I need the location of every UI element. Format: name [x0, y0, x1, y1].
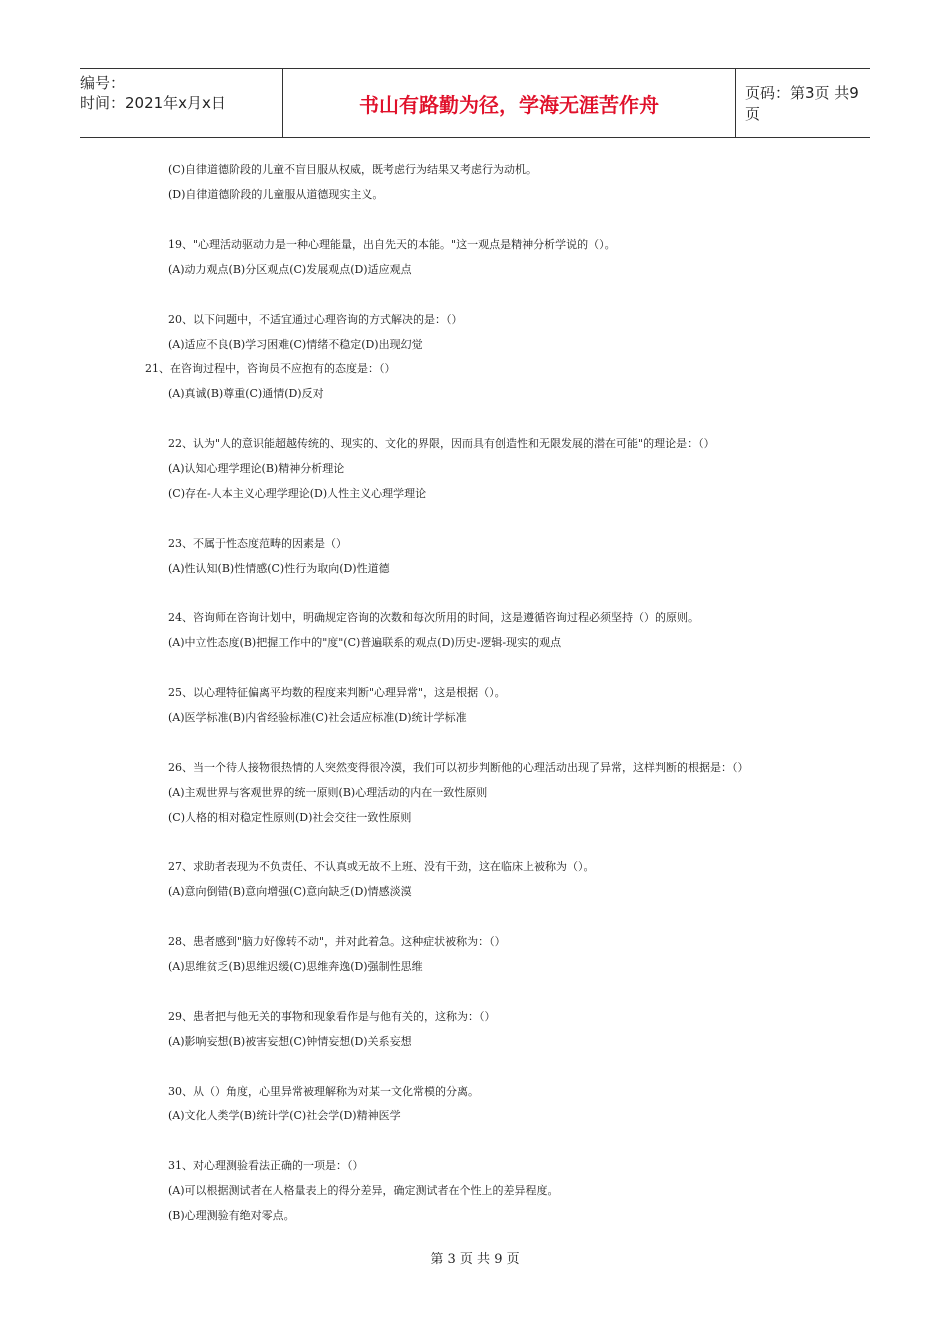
page-header [80, 68, 870, 138]
question-text: 30、从（）角度，心里异常被理解称为对某一文化常模的分离。 [168, 1085, 479, 1098]
answer-options: (A)主观世界与客观世界的统一原则(B)心理活动的内在一致性原则 [168, 786, 488, 799]
answer-options: (A)性认知(B)性情感(C)性行为取向(D)性道德 [168, 562, 390, 575]
text-line: (C)自律道德阶段的儿童不盲目服从权威，既考虑行为结果又考虑行为动机。 [168, 163, 537, 176]
question-text: 31、对心理测验看法正确的一项是：（） [168, 1159, 364, 1172]
header-meta [80, 69, 282, 141]
question-text: 27、求助者表现为不负责任、不认真或无故不上班、没有干劲，这在临床上被称为（）。 [168, 860, 595, 873]
answer-options: (A)真诚(B)尊重(C)通情(D)反对 [168, 387, 324, 400]
question-text: 22、认为"人的意识能超越传统的、现实的、文化的界限，因而具有创造性和无限发展的潜在可能"的理论是：（） [168, 437, 715, 450]
answer-options: (A)中立性态度(B)把握工作中的"度"(C)普遍联系的观点(D)历史-逻辑-现实的观点 [168, 636, 562, 649]
question-text: 29、患者把与他无关的事物和现象看作是与他有关的，这称为：（） [168, 1010, 496, 1023]
text-line: (D)自律道德阶段的儿童服从道德现实主义。 [168, 188, 384, 201]
answer-options: (A)影响妄想(B)被害妄想(C)钟情妄想(D)关系妄想 [168, 1035, 412, 1048]
question-text: 28、患者感到"脑力好像转不动"，并对此着急。这种症状被称为：（） [168, 935, 506, 948]
time-label: 时间：2021年x月x日 [80, 94, 226, 112]
answer-options: (A)可以根据测试者在人格量表上的得分差异，确定测试者在个性上的差异程度。 [168, 1184, 559, 1197]
answer-options: (A)适应不良(B)学习困难(C)情绪不稳定(D)出现幻觉 [168, 338, 423, 351]
answer-options: (A)医学标准(B)内省经验标准(C)社会适应标准(D)统计学标准 [168, 711, 467, 724]
answer-options: (A)思维贫乏(B)思维迟缓(C)思维奔逸(D)强制性思维 [168, 960, 423, 973]
page-footer: 第 3 页 共 9 页 [430, 1252, 520, 1267]
question-text: 26、当一个待人接物很热情的人突然变得很冷漠，我们可以初步判断他的心理活动出现了异常，这样判断的根据是：（） [168, 761, 749, 774]
question-text: 20、以下问题中，不适宜通过心理咨询的方式解决的是：（） [168, 313, 463, 326]
number-label: 编号： [80, 74, 126, 92]
answer-options: (C)存在-人本主义心理学理论(D)人性主义心理学理论 [168, 487, 427, 500]
answer-options: (A)动力观点(B)分区观点(C)发展观点(D)适应观点 [168, 263, 412, 276]
answer-options: (A)意向倒错(B)意向增强(C)意向缺乏(D)情感淡漠 [168, 885, 412, 898]
answer-options: (A)认知心理学理论(B)精神分析理论 [168, 462, 345, 475]
question-text: 25、以心理特征偏离平均数的程度来判断"心理异常"，这是根据（）。 [168, 686, 506, 699]
motto: 书山有路勤为径，学海无涯苦作舟 [282, 69, 736, 137]
question-text: 23、不属于性态度范畴的因素是（） [168, 537, 347, 550]
answer-options: (B)心理测验有绝对零点。 [168, 1209, 295, 1222]
answer-options: (C)人格的相对稳定性原则(D)社会交往一致性原则 [168, 811, 412, 824]
question-text: 24、咨询师在咨询计划中，明确规定咨询的次数和每次所用的时间，这是遵循咨询过程必须坚持（）的原则。 [168, 611, 699, 624]
question-text: 19、"心理活动驱动力是一种心理能量，出自先天的本能。"这一观点是精神分析学说的（）。 [168, 238, 616, 251]
page-indicator: 页码：第3页 共9页 [745, 84, 859, 123]
answer-options: (A)文化人类学(B)统计学(C)社会学(D)精神医学 [168, 1109, 401, 1122]
question-text: 21、在咨询过程中，咨询员不应抱有的态度是：（） [145, 362, 396, 375]
